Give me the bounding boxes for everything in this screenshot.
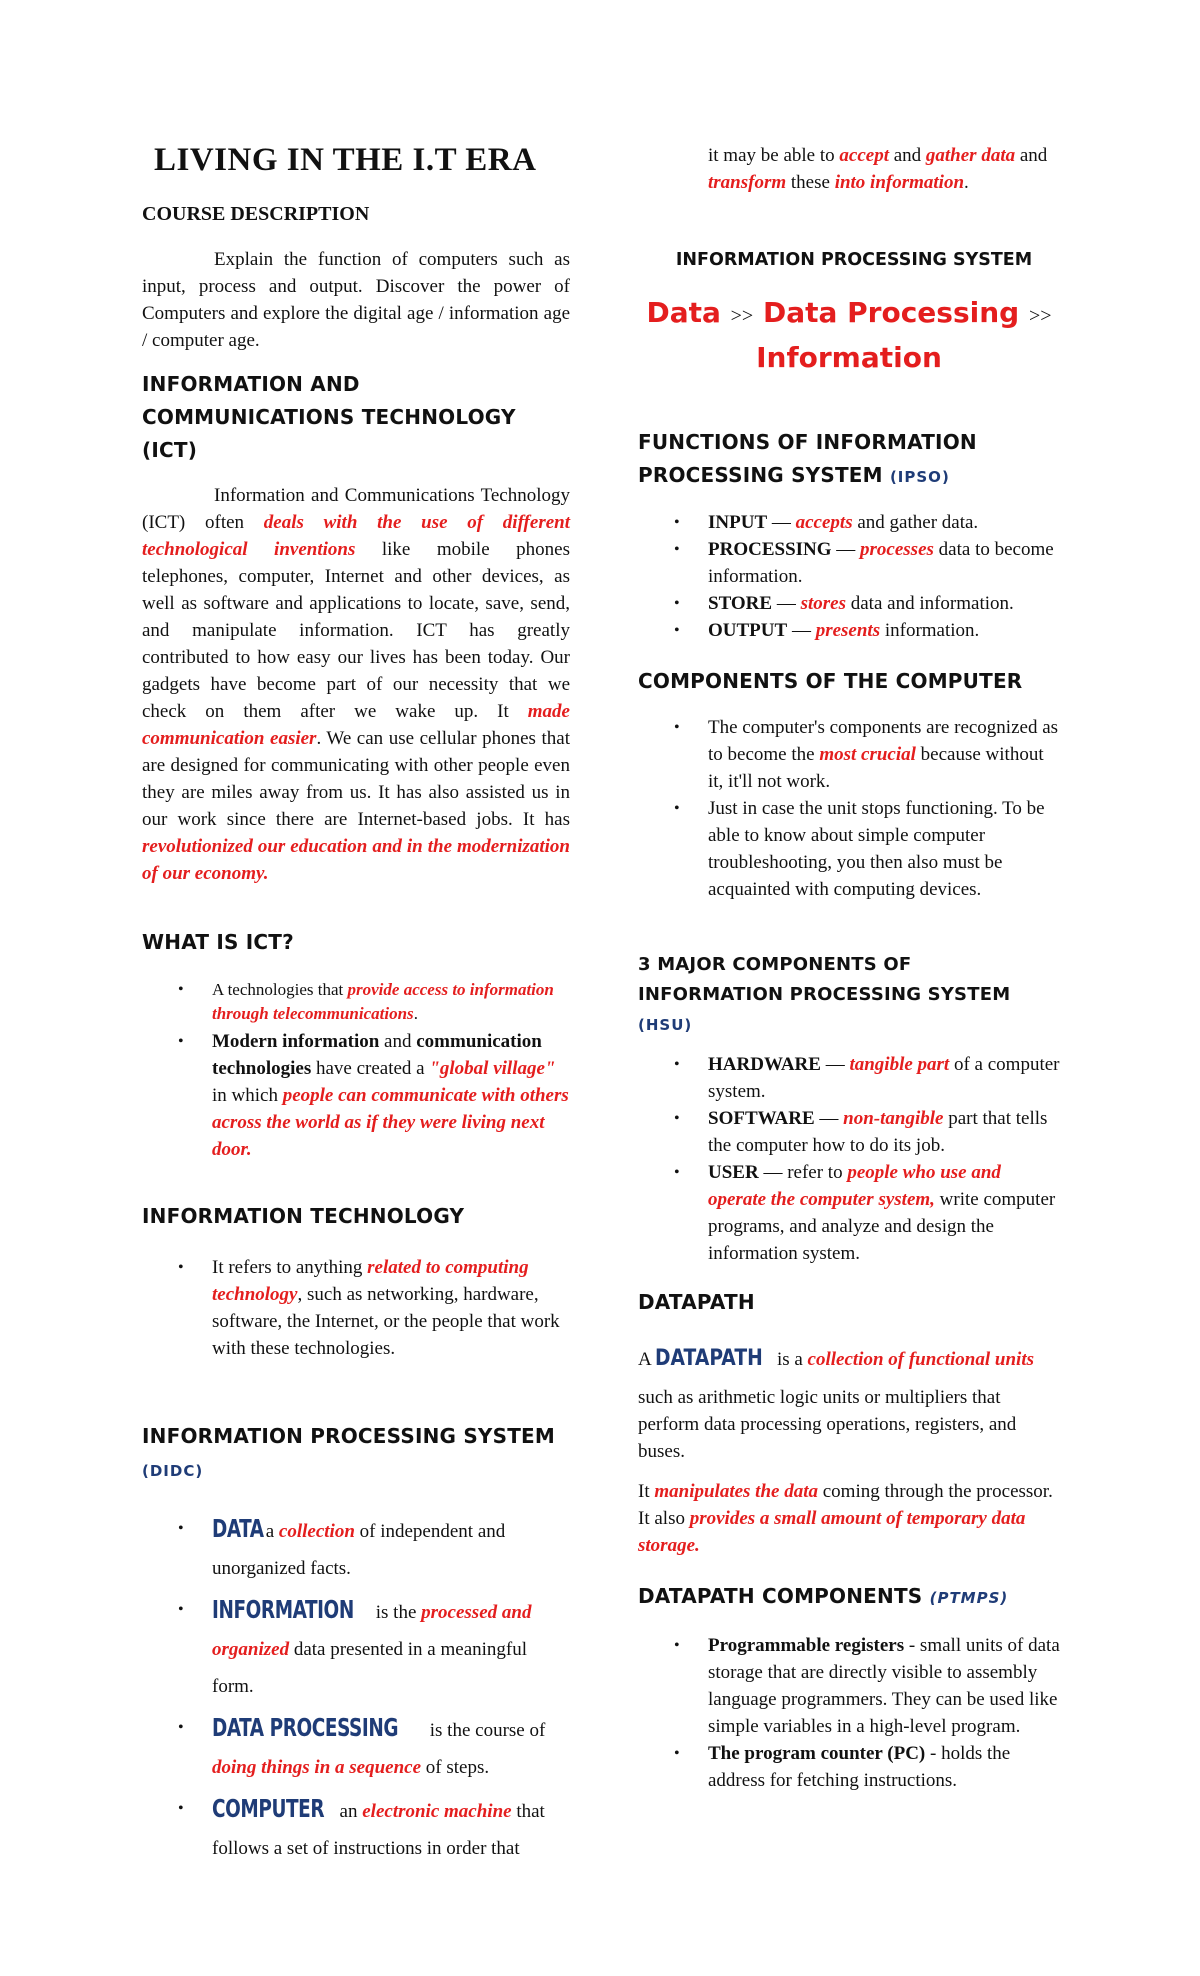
flow-data-processing: Data Processing xyxy=(762,296,1020,329)
bullet-icon: • xyxy=(674,1110,680,1127)
bullet-icon: • xyxy=(674,1164,680,1181)
bullet-icon: • xyxy=(674,1745,680,1762)
ict-highlight-2: made communication easier xyxy=(142,701,570,749)
ict-text-2: like mobile phones telephones, computer, Internet and other devices, as well as software and applications to locate, save, send, and manipulate information. ICT has greatly contributed to how easy our lives has been today. Our gadgets have become part of our necessity that we check on them after we wake up. It xyxy=(142,539,570,722)
bullet-icon: • xyxy=(178,1601,184,1618)
component-text: — xyxy=(820,1054,850,1075)
function-name: INPUT xyxy=(708,512,768,533)
major-components-list xyxy=(638,1051,1060,1267)
component-text: — xyxy=(814,1108,844,1129)
bullet-icon: • xyxy=(674,541,680,558)
function-text: — xyxy=(787,620,816,641)
major-components-heading: 3 MAJOR COMPONENTS OF INFORMATION PROCESSING SYSTEM (HSU) xyxy=(638,954,1011,1034)
bullet-icon: • xyxy=(178,1800,184,1817)
information-technology-heading: INFORMATION TECHNOLOGY xyxy=(142,1204,465,1228)
components-list xyxy=(638,714,1060,903)
list-item: • Just in case the unit stops functioning. To be able to know about simple computer troubleshooting, you then also must be acquainted with computing devices. xyxy=(674,798,1045,900)
component-name: SOFTWARE xyxy=(708,1108,815,1129)
components-heading: COMPONENTS OF THE COMPUTER xyxy=(638,669,1023,693)
computer-definition-continuation: it may be able to accept and gather data and transform these into information. xyxy=(708,145,1048,193)
function-text: — xyxy=(767,512,796,533)
term-keyword: DATA PROCESSING xyxy=(212,1713,399,1742)
datapath-heading: DATAPATH xyxy=(638,1290,755,1314)
list-item xyxy=(142,1510,570,1587)
document-title: LIVING IN THE I.T ERA xyxy=(154,142,537,178)
bullet-icon: • xyxy=(674,595,680,612)
ict-highlight-1: deals with the use of different technological inventions xyxy=(142,512,570,560)
hsu-tag: (HSU) xyxy=(638,1016,693,1034)
function-text: — xyxy=(831,539,861,560)
list-item xyxy=(638,1105,1060,1159)
flow-arrow-2: >> xyxy=(1028,305,1052,327)
datapath-function: It manipulates the data coming through the processor. It also provides a small amount of temporary data storage. xyxy=(638,1481,1053,1556)
component-highlight: people who use and operate the computer system, xyxy=(708,1162,1001,1210)
function-name: OUTPUT xyxy=(708,620,788,641)
function-text: and gather data. xyxy=(852,512,979,533)
course-description-text: Explain the function of computers such as input, process and output. Discover the power of Computers and explore the digital age / information age / computer age. xyxy=(142,249,570,351)
function-text: data and information. xyxy=(845,593,1014,614)
list-item: • Modern information and communication technologies have created a "global village" in which people can communicate with others across the world as if they were living next door. xyxy=(178,1031,569,1160)
didc-tag: (DIDC) xyxy=(142,1462,204,1480)
information-technology-list xyxy=(142,1254,570,1362)
list-item xyxy=(638,1632,1060,1740)
bullet-icon: • xyxy=(178,1520,184,1537)
datapath-description: such as arithmetic logic units or multipliers that perform data processing operations, registers, and buses. xyxy=(638,1387,1017,1462)
component-highlight: tangible part xyxy=(849,1054,950,1075)
what-is-ict-heading: WHAT IS ICT? xyxy=(142,930,294,954)
list-item xyxy=(638,1051,1060,1105)
what-is-ict-list xyxy=(142,978,570,1163)
functions-list xyxy=(638,509,1060,644)
component-highlight: non-tangible xyxy=(843,1108,944,1129)
term-keyword: DATA xyxy=(212,1514,264,1543)
list-item xyxy=(638,1740,1060,1794)
term-text: an xyxy=(334,1801,363,1822)
list-item xyxy=(638,590,1060,617)
component-text: write computer programs, and analyze and design the information system. xyxy=(708,1189,1056,1264)
function-name: PROCESSING xyxy=(708,539,832,560)
ict-paragraph xyxy=(142,482,570,887)
term-text: of independent and unorganized facts. xyxy=(212,1521,506,1579)
function-highlight: processes xyxy=(860,539,934,560)
term-text: of steps. xyxy=(421,1757,490,1778)
function-highlight: presents xyxy=(815,620,881,641)
datapath-components-list xyxy=(638,1632,1060,1794)
flow-information: Information xyxy=(756,341,942,374)
term-text: that follows a set of instructions in order that xyxy=(212,1801,545,1859)
processing-flow xyxy=(638,292,1060,379)
list-item: • A technologies that provide access to information through telecommunications. xyxy=(178,980,554,1023)
function-highlight: stores xyxy=(800,593,846,614)
ipso-tag: (IPSO) xyxy=(889,468,950,486)
ict-text-1: Information and Communications Technology (ICT) often xyxy=(142,485,570,533)
list-item xyxy=(638,617,1060,644)
component-text: of a computer system. xyxy=(708,1054,1060,1102)
datapath-components-heading: DATAPATH COMPONENTS (PTMPS) xyxy=(638,1584,1009,1608)
datapath-keyword: DATAPATH xyxy=(655,1346,764,1371)
list-item xyxy=(142,1790,570,1867)
bullet-icon: • xyxy=(674,622,680,639)
term-highlight: doing things in a sequence xyxy=(212,1757,422,1778)
function-text: information. xyxy=(880,620,980,641)
ict-heading: INFORMATION AND COMMUNICATIONS TECHNOLOGY (ICT) xyxy=(142,372,516,462)
function-text: — xyxy=(772,593,801,614)
datapath-component-text: - small units of data storage that are directly visible to assembly language programmers. They can be used like simple variables in a high-level program. xyxy=(708,1635,1060,1737)
term-highlight: processed and organized xyxy=(212,1602,532,1660)
datapath-component-name: The program counter (PC) xyxy=(708,1743,926,1764)
ptmps-tag: (PTMPS) xyxy=(929,1589,1009,1607)
functions-heading: FUNCTIONS OF INFORMATION PROCESSING SYSTEM (IPSO) xyxy=(638,430,977,487)
list-item xyxy=(638,1159,1060,1267)
component-name: USER xyxy=(708,1162,759,1183)
list-item xyxy=(142,1591,570,1705)
term-highlight: collection xyxy=(278,1521,355,1542)
term-text: is the xyxy=(371,1602,422,1623)
list-item xyxy=(638,509,1060,536)
term-text: is the course of xyxy=(425,1720,546,1741)
component-text: part that tells the computer how to do its job. xyxy=(708,1108,1048,1156)
term-text: a xyxy=(260,1521,279,1542)
list-item: • The computer's components are recognized as to become the most crucial because without it, it'll not work. xyxy=(674,717,1059,792)
term-highlight: electronic machine xyxy=(362,1801,512,1822)
component-text: — refer to xyxy=(758,1162,848,1183)
component-name: HARDWARE xyxy=(708,1054,821,1075)
function-highlight: accepts xyxy=(795,512,853,533)
flow-data: Data xyxy=(646,296,721,329)
list-item: • It refers to anything related to computing technology, such as networking, hardware, software, the Internet, or the people that work with these technologies. xyxy=(178,1257,560,1359)
bullet-icon: • xyxy=(178,1719,184,1736)
bullet-icon: • xyxy=(674,1056,680,1073)
ips-heading-right: INFORMATION PROCESSING SYSTEM xyxy=(675,250,1033,270)
ict-text-3: . We can use cellular phones that are designed for communicating with other people even they are miles away from us. It has also assisted us in our work since there are Internet-based jobs. It has xyxy=(142,728,570,830)
didc-list xyxy=(142,1510,570,1871)
datapath-definition: A DATAPATH is a collection of functional units xyxy=(638,1346,1034,1371)
course-description-heading: COURSE DESCRIPTION xyxy=(142,203,370,225)
list-item xyxy=(638,536,1060,590)
function-text: data to become information. xyxy=(708,539,1054,587)
term-keyword: INFORMATION xyxy=(212,1595,354,1624)
term-keyword: COMPUTER xyxy=(212,1794,325,1823)
list-item xyxy=(142,1709,570,1786)
ict-highlight-3: revolutionized our education and in the modernization of our economy. xyxy=(142,836,570,884)
bullet-icon: • xyxy=(674,1637,680,1654)
datapath-component-name: Programmable registers xyxy=(708,1635,905,1656)
ips-heading-left: INFORMATION PROCESSING SYSTEM (DIDC) xyxy=(142,1424,556,1480)
bullet-icon: • xyxy=(674,514,680,531)
flow-arrow-1: >> xyxy=(730,305,754,327)
term-text: data presented in a meaningful form. xyxy=(212,1639,528,1697)
datapath-component-text: - holds the address for fetching instructions. xyxy=(708,1743,1011,1791)
function-name: STORE xyxy=(708,593,773,614)
